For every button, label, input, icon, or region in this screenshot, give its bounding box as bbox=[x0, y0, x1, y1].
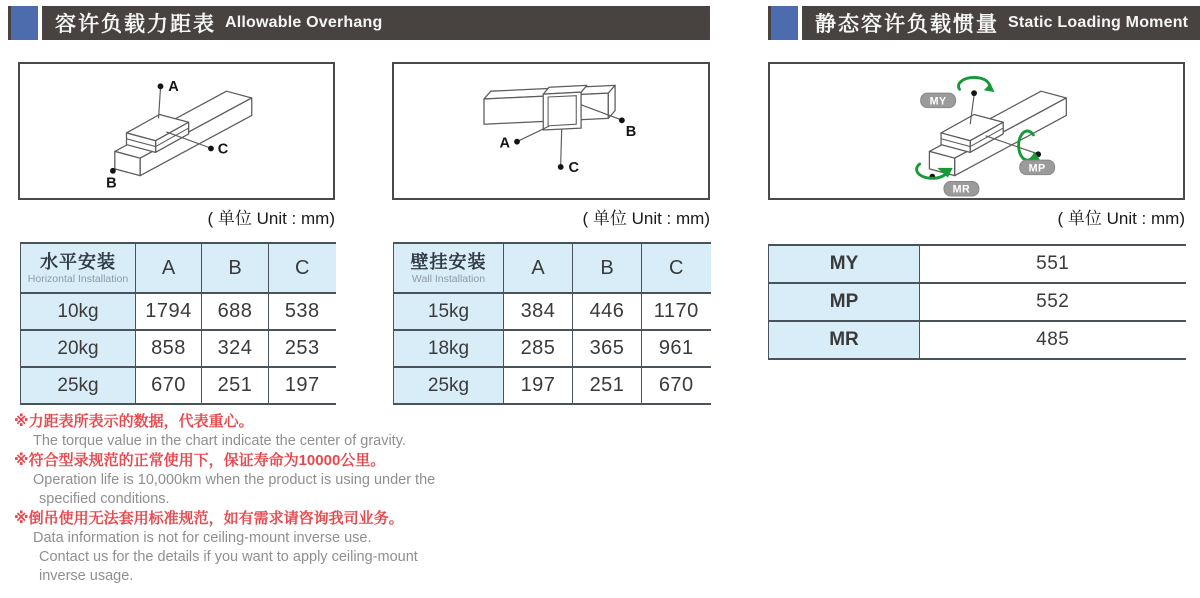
value-cell: 858 bbox=[136, 330, 202, 367]
mr-badge-label: MR bbox=[952, 183, 971, 196]
footnotes bbox=[14, 412, 514, 586]
table-row bbox=[21, 293, 336, 330]
value-cell: 961 bbox=[642, 330, 711, 367]
column-header-b: B bbox=[202, 243, 269, 293]
table-title-en: Horizontal Installation bbox=[27, 272, 129, 285]
header-bar bbox=[42, 6, 710, 40]
header-title-en: Allowable Overhang bbox=[225, 14, 383, 31]
load-label: 18kg bbox=[394, 330, 504, 367]
table-row bbox=[394, 330, 711, 367]
rail-front-drawing bbox=[394, 64, 708, 198]
moment-value: 552 bbox=[920, 283, 1186, 321]
moment-diagram bbox=[768, 62, 1185, 200]
moment-value: 485 bbox=[920, 321, 1186, 359]
header-title-en: Static Loading Moment bbox=[1008, 14, 1189, 31]
point-c-label: C bbox=[568, 159, 579, 176]
value-cell: 197 bbox=[504, 367, 573, 404]
load-label: 25kg bbox=[394, 367, 504, 404]
moment-value: 551 bbox=[920, 245, 1186, 283]
value-cell: 251 bbox=[573, 367, 642, 404]
point-a-marker bbox=[514, 139, 520, 145]
column-header-c: C bbox=[642, 243, 711, 293]
header-blue-square bbox=[771, 6, 798, 40]
header-title-zh: 容许负载力距表 bbox=[55, 13, 216, 36]
my-badge bbox=[921, 93, 956, 108]
note-3-en-line2: Contact us for the details if you want to apply ceiling-mount bbox=[39, 549, 418, 565]
table-title-cell bbox=[21, 243, 136, 293]
load-label: 15kg bbox=[394, 293, 504, 330]
value-cell: 1794 bbox=[136, 293, 202, 330]
value-cell: 384 bbox=[504, 293, 573, 330]
static-moment-table bbox=[768, 244, 1186, 360]
value-cell: 670 bbox=[642, 367, 711, 404]
table-title-zh: 水平安装 bbox=[40, 251, 116, 272]
table-row bbox=[769, 321, 1186, 359]
column-header-a: A bbox=[504, 243, 573, 293]
note-2-zh: ※符合型录规范的正常使用下，保证寿命为10000公里。 bbox=[14, 452, 386, 469]
point-c-marker bbox=[208, 146, 214, 152]
note-1-en: The torque value in the chart indicate the center of gravity. bbox=[33, 433, 406, 449]
wall-installation-diagram bbox=[392, 62, 710, 200]
table-row bbox=[394, 293, 711, 330]
note-2-en-line2: specified conditions. bbox=[39, 491, 170, 507]
table-row bbox=[394, 367, 711, 404]
rail-isometric-drawing bbox=[20, 64, 333, 198]
header-bar bbox=[802, 6, 1200, 40]
value-cell: 670 bbox=[136, 367, 202, 404]
table-title-cell bbox=[394, 243, 504, 293]
unit-label: ( 单位 Unit : mm) bbox=[582, 209, 710, 228]
dimension-line-a bbox=[519, 126, 549, 141]
column-header-c: C bbox=[269, 243, 336, 293]
point-c-marker bbox=[558, 164, 564, 170]
my-badge-label: MY bbox=[929, 95, 947, 108]
column-header-a: A bbox=[136, 243, 202, 293]
value-cell: 446 bbox=[573, 293, 642, 330]
point-b-label: B bbox=[625, 123, 637, 140]
note-3-zh: ※倒吊使用无法套用标准规范，如有需求请咨询我司业务。 bbox=[14, 510, 404, 527]
allowable-overhang-header bbox=[8, 6, 710, 40]
dimension-line-c bbox=[561, 129, 562, 165]
note-3-en-line1: Data information is not for ceiling-mount inverse use. bbox=[33, 530, 372, 546]
table-header-row bbox=[394, 243, 711, 293]
value-cell: 324 bbox=[202, 330, 269, 367]
my-rotation-arrow bbox=[959, 77, 990, 89]
table-title-en: Wall Installation bbox=[411, 272, 486, 285]
note-2-en-line1: Operation life is 10,000km when the product is using under the bbox=[33, 472, 436, 488]
mr-badge bbox=[944, 181, 979, 196]
table-row bbox=[769, 245, 1186, 283]
value-cell: 251 bbox=[202, 367, 269, 404]
value-cell: 688 bbox=[202, 293, 269, 330]
load-label: 25kg bbox=[21, 367, 136, 404]
header-title-zh: 静态容许负载惯量 bbox=[815, 13, 999, 36]
value-cell: 1170 bbox=[642, 293, 711, 330]
table-header-row bbox=[21, 243, 336, 293]
column-header-b: B bbox=[573, 243, 642, 293]
horizontal-installation-diagram bbox=[18, 62, 335, 200]
value-cell: 197 bbox=[269, 367, 336, 404]
value-cell: 365 bbox=[573, 330, 642, 367]
static-loading-moment-header bbox=[768, 6, 1200, 40]
moment-label: MY bbox=[769, 245, 920, 283]
table-title-zh: 壁挂安装 bbox=[410, 251, 487, 272]
rail-moment-drawing bbox=[770, 64, 1183, 198]
point-b-label: B bbox=[106, 175, 117, 192]
unit-label: ( 单位 Unit : mm) bbox=[207, 209, 335, 228]
point-a-label: A bbox=[168, 79, 179, 96]
point-b-marker bbox=[619, 117, 625, 123]
mp-badge bbox=[1020, 160, 1055, 175]
table-row bbox=[21, 367, 336, 404]
load-label: 20kg bbox=[21, 330, 136, 367]
point-a-label: A bbox=[499, 135, 511, 152]
value-cell: 538 bbox=[269, 293, 336, 330]
value-cell: 253 bbox=[269, 330, 336, 367]
header-blue-square bbox=[11, 6, 38, 40]
wall-installation-table bbox=[393, 242, 711, 405]
point-b-marker bbox=[110, 168, 116, 174]
moment-label: MP bbox=[769, 283, 920, 321]
table-row bbox=[769, 283, 1186, 321]
table-row bbox=[21, 330, 336, 367]
horizontal-installation-table bbox=[20, 242, 336, 405]
moment-label: MR bbox=[769, 321, 920, 359]
mp-badge-label: MP bbox=[1028, 162, 1046, 175]
point-c-label: C bbox=[217, 141, 229, 158]
my-axis-dot bbox=[971, 90, 977, 96]
note-3-en-line3: inverse usage. bbox=[39, 568, 134, 584]
load-label: 10kg bbox=[21, 293, 136, 330]
unit-label: ( 单位 Unit : mm) bbox=[1057, 209, 1185, 228]
point-a-marker bbox=[158, 83, 164, 89]
note-1-zh: ※力距表所表示的数据，代表重心。 bbox=[14, 413, 254, 430]
value-cell: 285 bbox=[504, 330, 573, 367]
